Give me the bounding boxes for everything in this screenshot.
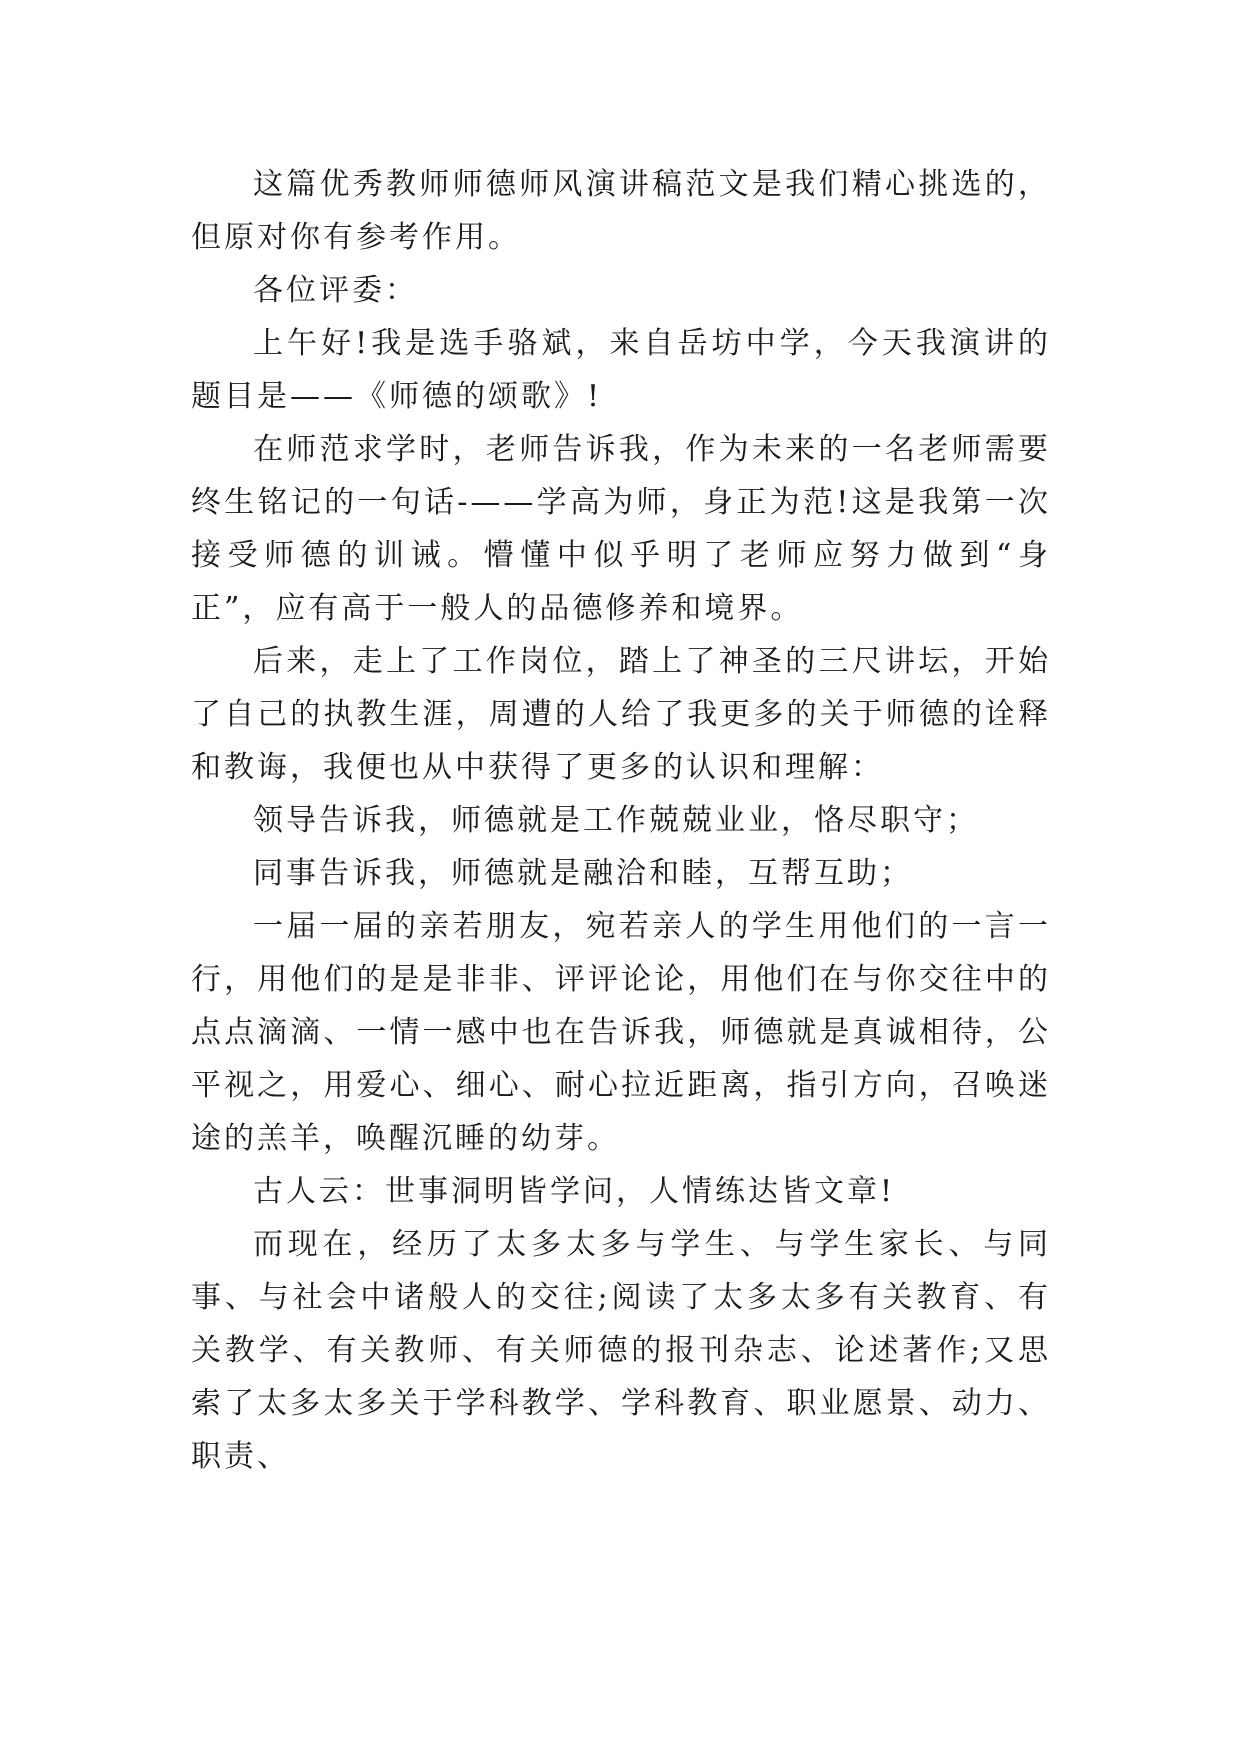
paragraph-now: 而现在，经历了太多太多与学生、与学生家长、与同事、与社会中诸般人的交往;阅读了太多太多有关教育、有关教学、有关教师、有关师德的报刊杂志、论述著作;又思索了太多太多关于学科教学、学科教育、职业愿景、动力、职责、 (191, 1227, 1051, 1474)
paragraph-normal-school: 在师范求学时，老师告诉我，作为未来的一名老师需要终生铭记的一句话-——学高为师，身正为范!这是我第一次接受师德的训诫。懵懂中似乎明了老师应努力做到“身正”，应有高于一般人的品德修养和境界。 (191, 432, 1051, 626)
paragraph-students: 一届一届的亲若朋友，宛若亲人的学生用他们的一言一行，用他们的是是非非、评评论论，用他们在与你交往中的点点滴滴、一情一感中也在告诉我，师德就是真诚相待，公平视之，用爱心、细心、耐心拉近距离，指引方向，召唤迷途的羔羊，唤醒沉睡的幼芽。 (191, 909, 1051, 1156)
paragraph-career: 后来，走上了工作岗位，踏上了神圣的三尺讲坛，开始了自己的执教生涯，周遭的人给了我更多的关于师德的诠释和教诲，我便也从中获得了更多的认识和理解： (191, 644, 1051, 785)
paragraph-proverb: 古人云：世事洞明皆学问，人情练达皆文章! (253, 1174, 896, 1209)
paragraph-leaders: 领导告诉我，师德就是工作兢兢业业，恪尽职守； (253, 803, 979, 838)
document-body (191, 158, 1051, 1483)
paragraph-intro: 这篇优秀教师师德师风演讲稿范文是我们精心挑选的，但原对你有参考作用。 (191, 167, 1051, 255)
paragraph-greeting: 上午好!我是选手骆斌，来自岳坊中学，今天我演讲的题目是——《师德的颂歌》! (191, 326, 1051, 414)
paragraph-colleagues: 同事告诉我，师德就是融洽和睦，互帮互助； (253, 856, 913, 891)
paragraph-salutation: 各位评委： (253, 273, 418, 308)
